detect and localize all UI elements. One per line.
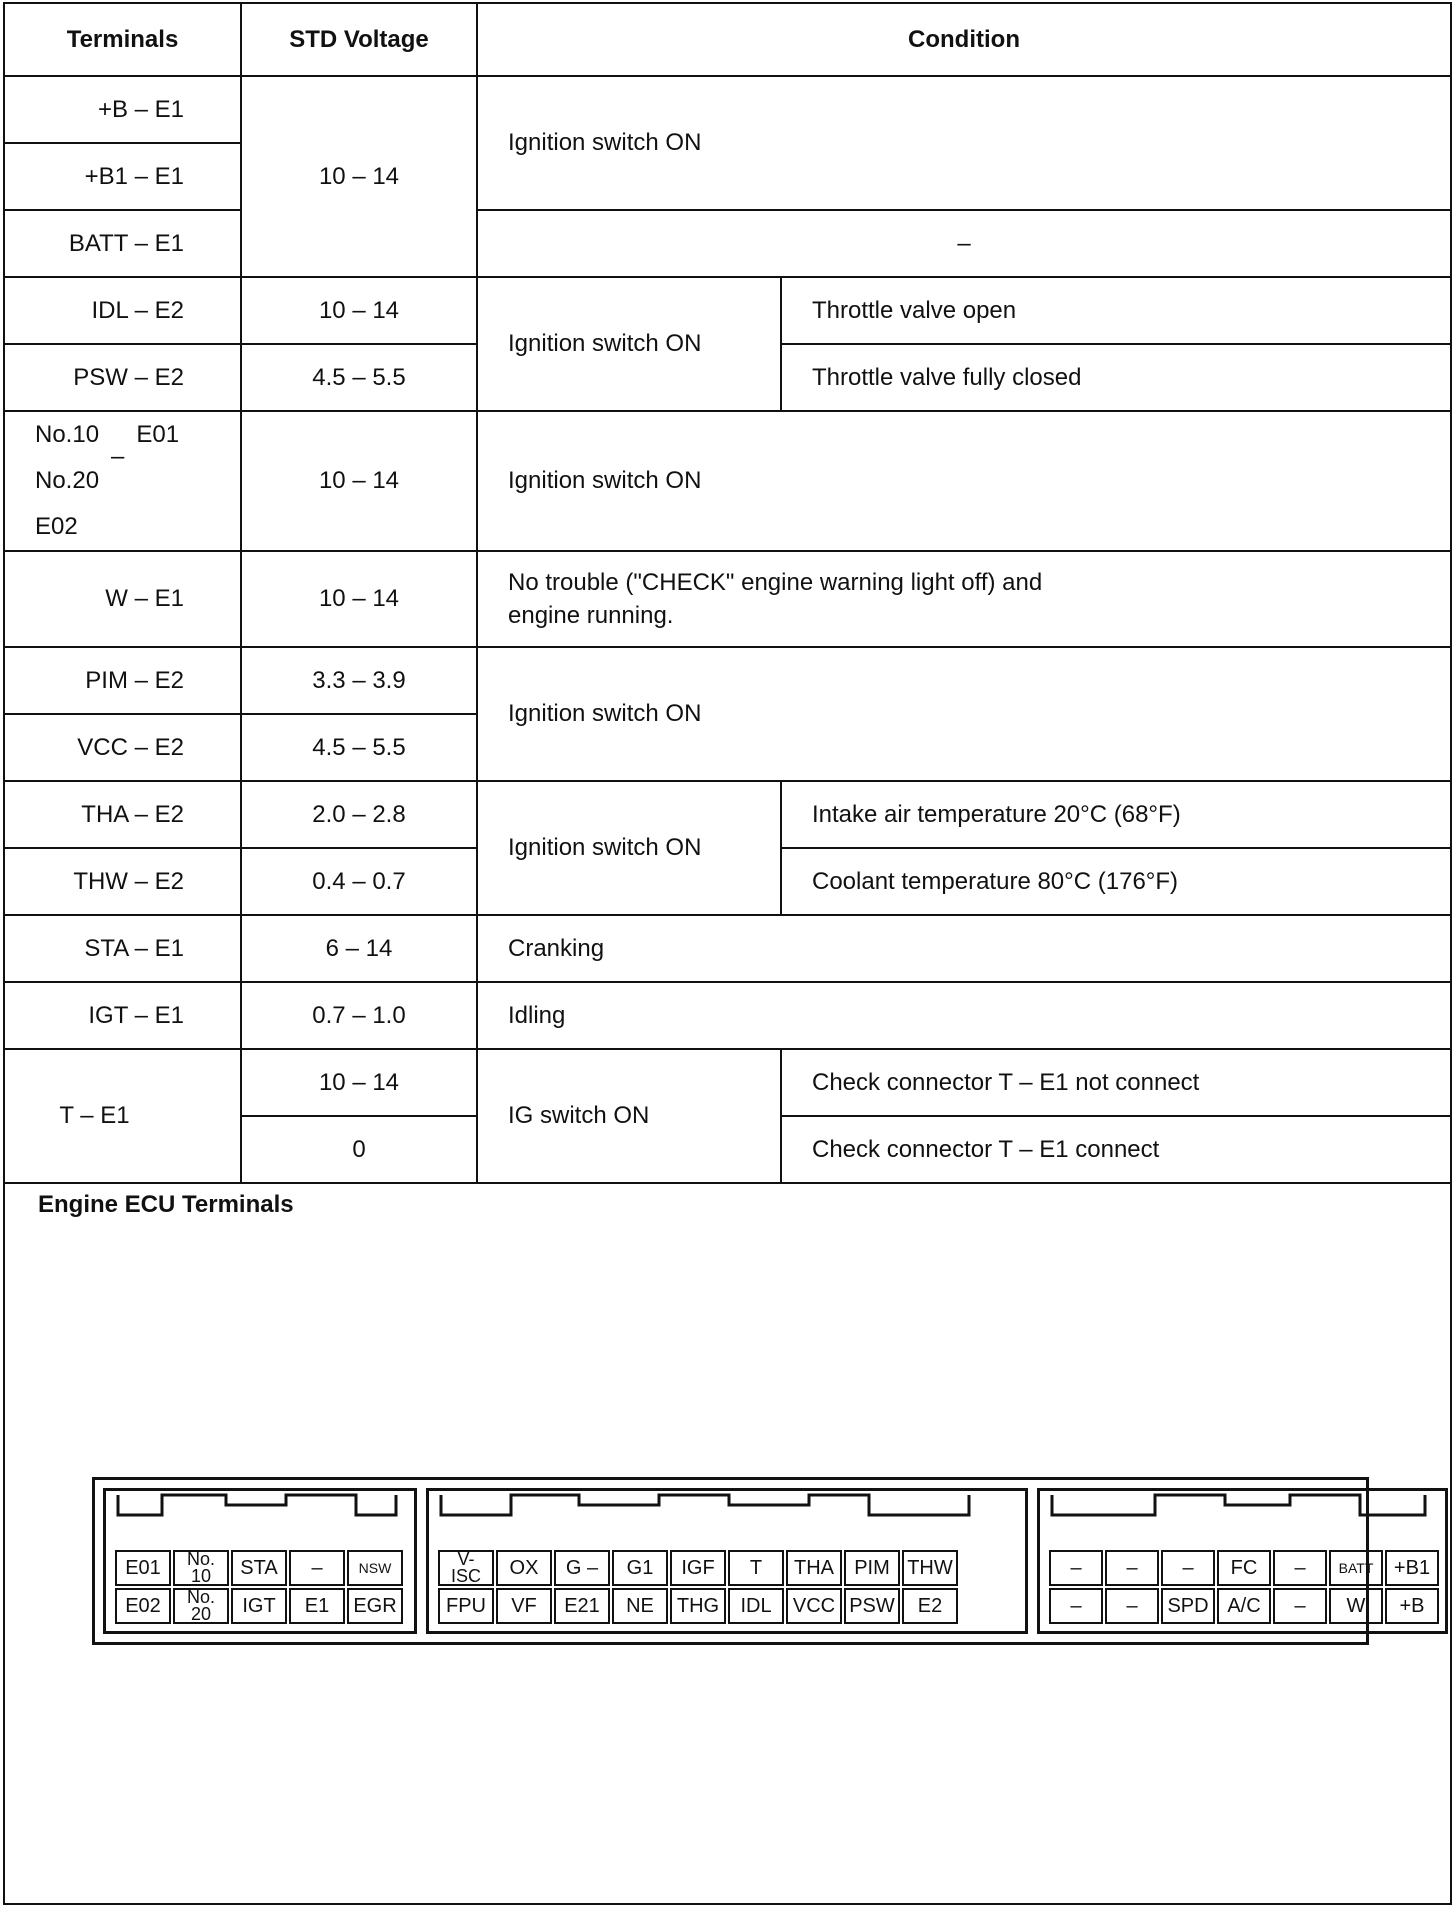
header-std-voltage: STD Voltage: [241, 4, 477, 76]
ecu-pin-label: –: [311, 1557, 323, 1579]
ecu-pin: [786, 1550, 842, 1586]
ecu-pin: [1105, 1588, 1159, 1624]
voltage-cell: 10 – 14: [241, 551, 477, 647]
ecu-pin: [115, 1550, 171, 1586]
ecu-pin-label: STA: [240, 1557, 278, 1579]
terminal-e02: E02: [35, 513, 78, 540]
ecu-pin-label: NE: [626, 1595, 654, 1617]
ecu-pin-label: –: [1294, 1557, 1306, 1579]
ecu-pin: [1273, 1550, 1327, 1586]
terminal-cell: IDL – E2: [5, 277, 241, 344]
table-row: [5, 277, 1450, 344]
ecu-pin: [347, 1550, 403, 1586]
ecu-terminals-title: Engine ECU Terminals: [38, 1191, 294, 1218]
ecu-pin-label: No.: [186, 1549, 215, 1569]
ecu-pin-label: –: [1126, 1595, 1138, 1617]
ecu-pin-label: OX: [509, 1557, 539, 1579]
pin-grid: [437, 1549, 959, 1625]
table-row: [5, 1049, 1450, 1116]
ecu-pin: [612, 1550, 668, 1586]
table-row: [5, 76, 1450, 143]
ecu-pin: [612, 1588, 668, 1624]
table-row: [5, 210, 1450, 277]
connector-block-2: [426, 1488, 1028, 1634]
ecu-pin: [1217, 1588, 1271, 1624]
pin-grid: [1048, 1549, 1440, 1625]
ecu-pin: [438, 1588, 494, 1624]
ecu-pin: [1217, 1550, 1271, 1586]
terminal-cell: [5, 411, 241, 551]
ecu-pin: [554, 1550, 610, 1586]
ecu-pin: [1385, 1588, 1439, 1624]
ecu-pin: [902, 1588, 958, 1624]
ecu-pin: [844, 1588, 900, 1624]
ecu-pin: [1161, 1550, 1215, 1586]
connector-key-outline: [1040, 1491, 1445, 1525]
ecu-pin-label: –: [1070, 1557, 1082, 1579]
condition-cell: Ignition switch ON: [477, 781, 781, 915]
ecu-pin: [728, 1550, 784, 1586]
connector-key-outline: [429, 1491, 1025, 1525]
condition-detail-cell: Intake air temperature 20°C (68°F): [781, 781, 1450, 848]
terminal-e01: E01: [136, 421, 180, 448]
table-row: [5, 915, 1450, 982]
voltage-cell: 4.5 – 5.5: [241, 714, 477, 781]
ecu-pin: [786, 1588, 842, 1624]
ecu-pin-label: PIM: [854, 1557, 890, 1579]
ecu-pin: [173, 1550, 229, 1586]
terminal-no20: No.20: [35, 467, 100, 494]
ecu-pin: [1049, 1588, 1103, 1624]
ecu-pin: [1273, 1588, 1327, 1624]
ecu-pin: [289, 1550, 345, 1586]
ecu-pin-label: 10: [190, 1566, 212, 1586]
ecu-pin: [231, 1588, 287, 1624]
ecu-pin-label: NSW: [358, 1560, 392, 1576]
table-row: [5, 647, 1450, 714]
terminal-cell: THA – E2: [5, 781, 241, 848]
ecu-pin-label: E2: [917, 1595, 943, 1617]
ecu-pin-label: ISC: [450, 1566, 481, 1586]
ecu-pin-label: G –: [565, 1557, 599, 1579]
ecu-pin-label: W: [1346, 1595, 1366, 1617]
condition-cell: Ignition switch ON: [477, 411, 1450, 551]
table-row: [5, 982, 1450, 1049]
ecu-pin: [289, 1588, 345, 1624]
terminal-dash: –: [111, 443, 125, 470]
terminal-cell: W – E1: [5, 551, 241, 647]
ecu-pin-label: –: [1294, 1595, 1306, 1617]
ecu-pin: [115, 1588, 171, 1624]
ecu-pin-label: IGF: [681, 1557, 715, 1579]
ecu-pin-label: BATT: [1338, 1560, 1374, 1576]
condition-cell: Cranking: [477, 915, 1450, 982]
table-row: [5, 411, 1450, 551]
header-condition: Condition: [477, 4, 1450, 76]
ecu-pin-label: +B: [1399, 1595, 1425, 1617]
terminal-voltage-table: [5, 4, 1450, 1184]
ecu-pin-label: E02: [125, 1595, 161, 1617]
terminal-cell: +B – E1: [5, 76, 241, 143]
ecu-connector-diagram: [92, 1477, 1431, 1645]
ecu-pin-label: PSW: [849, 1595, 895, 1617]
ecu-pin: [1161, 1588, 1215, 1624]
connector-block-3: [1037, 1488, 1448, 1634]
ecu-pin: [554, 1588, 610, 1624]
table-header-row: [5, 4, 1450, 76]
connector-key-outline: [106, 1491, 414, 1525]
document-page: [3, 2, 1452, 1905]
ecu-pin-label: THW: [907, 1557, 953, 1579]
voltage-cell: 0.4 – 0.7: [241, 848, 477, 915]
ecu-pin: [496, 1588, 552, 1624]
ecu-pin: [844, 1550, 900, 1586]
condition-detail-cell: Throttle valve open: [781, 277, 1450, 344]
terminal-no10: No.10: [35, 421, 100, 448]
condition-detail-cell: Throttle valve fully closed: [781, 344, 1450, 411]
ecu-pin-label: 20: [190, 1604, 212, 1624]
condition-cell: [477, 551, 1450, 647]
voltage-cell: 10 – 14: [241, 277, 477, 344]
pin-grid: [114, 1549, 404, 1625]
ecu-pin-label: –: [1182, 1557, 1194, 1579]
ecu-pin-label: VCC: [792, 1595, 836, 1617]
ecu-pin-label: A/C: [1227, 1595, 1261, 1617]
ecu-pin: [347, 1588, 403, 1624]
ecu-pin-label: G1: [626, 1557, 654, 1579]
ecu-pin-label: V-: [457, 1549, 475, 1569]
ecu-pin: [496, 1550, 552, 1586]
ecu-pin: [670, 1588, 726, 1624]
voltage-cell: 10 – 14: [241, 1049, 477, 1116]
ecu-pin-label: FPU: [446, 1595, 486, 1617]
ecu-pin: [1329, 1588, 1383, 1624]
terminal-cell: IGT – E1: [5, 982, 241, 1049]
condition-cell: Idling: [477, 982, 1450, 1049]
ecu-pin-label: SPD: [1167, 1595, 1209, 1617]
condition-line-2: engine running.: [508, 602, 674, 629]
condition-cell: Ignition switch ON: [477, 76, 1450, 210]
terminal-cell: +B1 – E1: [5, 143, 241, 210]
ecu-pin-label: +B1: [1393, 1557, 1431, 1579]
terminal-cell: THW – E2: [5, 848, 241, 915]
ecu-pin-label: E21: [564, 1595, 600, 1617]
ecu-pin-label: –: [1070, 1595, 1082, 1617]
voltage-cell: 0.7 – 1.0: [241, 982, 477, 1049]
ecu-pin: [173, 1588, 229, 1624]
condition-detail-cell: Check connector T – E1 not connect: [781, 1049, 1450, 1116]
ecu-pin-label: –: [1126, 1557, 1138, 1579]
terminal-cell: VCC – E2: [5, 714, 241, 781]
voltage-cell: 0: [241, 1116, 477, 1183]
condition-cell: Ignition switch ON: [477, 647, 1450, 781]
voltage-cell: 6 – 14: [241, 915, 477, 982]
terminal-cell: PSW – E2: [5, 344, 241, 411]
condition-cell: IG switch ON: [477, 1049, 781, 1183]
ecu-pin: [670, 1550, 726, 1586]
ecu-pin-label: E01: [125, 1557, 161, 1579]
condition-cell: Ignition switch ON: [477, 277, 781, 411]
ecu-pin: [1385, 1550, 1439, 1586]
table-row: [5, 781, 1450, 848]
terminal-cell: PIM – E2: [5, 647, 241, 714]
ecu-pin: [231, 1550, 287, 1586]
ecu-pin: [902, 1550, 958, 1586]
ecu-pin: [438, 1550, 494, 1586]
ecu-pin-label: THA: [794, 1557, 834, 1579]
ecu-pin: [728, 1588, 784, 1624]
voltage-cell: 3.3 – 3.9: [241, 647, 477, 714]
voltage-cell: 10 – 14: [241, 411, 477, 551]
ecu-pin-label: IGT: [242, 1595, 276, 1617]
connector-block-1: [103, 1488, 417, 1634]
ecu-pin: [1105, 1550, 1159, 1586]
condition-cell: –: [477, 210, 1450, 277]
ecu-pin-label: E1: [304, 1595, 330, 1617]
condition-detail-cell: Check connector T – E1 connect: [781, 1116, 1450, 1183]
ecu-pin: [1049, 1550, 1103, 1586]
ecu-pin-label: EGR: [353, 1595, 397, 1617]
condition-detail-cell: Coolant temperature 80°C (176°F): [781, 848, 1450, 915]
ecu-pin-label: VF: [511, 1595, 537, 1617]
header-terminals: Terminals: [5, 4, 241, 76]
ecu-pin-label: FC: [1230, 1557, 1258, 1579]
ecu-pin-label: IDL: [740, 1595, 772, 1617]
voltage-cell: 2.0 – 2.8: [241, 781, 477, 848]
terminal-cell: T – E1: [5, 1049, 241, 1183]
terminal-cell: STA – E1: [5, 915, 241, 982]
terminal-cell: BATT – E1: [5, 210, 241, 277]
ecu-pin-label: T: [749, 1557, 763, 1579]
voltage-cell: 10 – 14: [241, 76, 477, 277]
ecu-pin-label: THG: [676, 1595, 720, 1617]
voltage-cell: 4.5 – 5.5: [241, 344, 477, 411]
ecu-pin: [1329, 1550, 1383, 1586]
table-row: [5, 551, 1450, 647]
ecu-pin-label: No.: [186, 1587, 215, 1607]
condition-line-1: No trouble ("CHECK" engine warning light off) and: [508, 569, 1043, 596]
